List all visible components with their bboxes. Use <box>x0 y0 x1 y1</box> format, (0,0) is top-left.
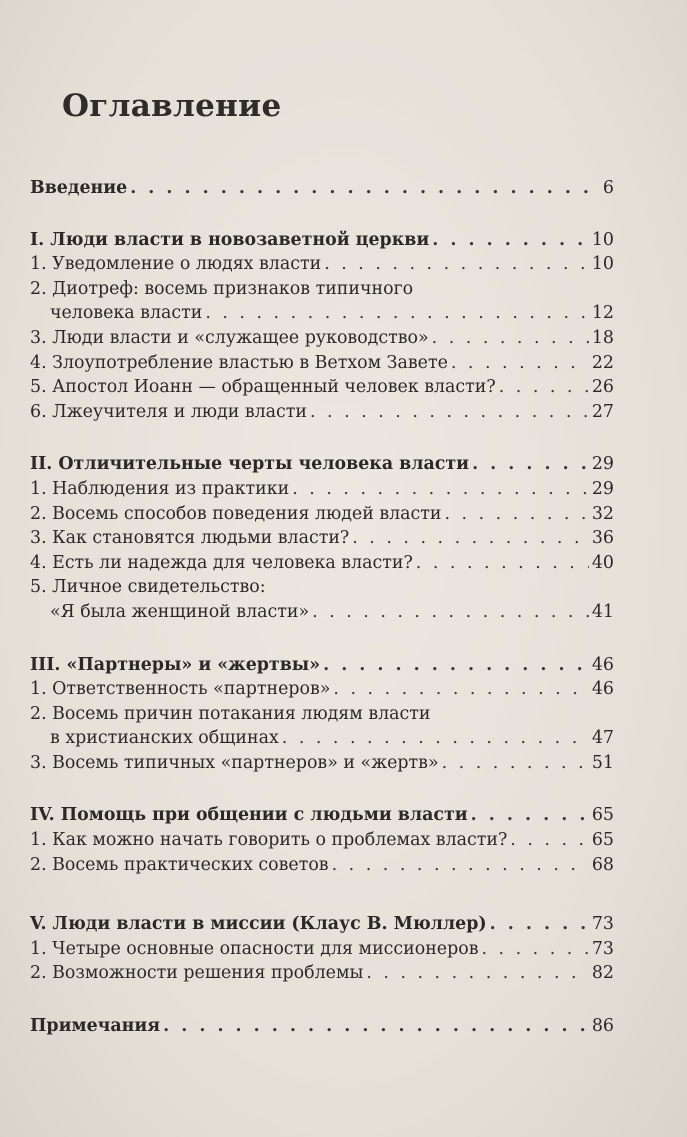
dot-leader <box>310 400 589 425</box>
toc-entry-line[interactable] <box>30 575 614 600</box>
toc-section-heading[interactable] <box>30 912 614 937</box>
toc-entry-label-continued: в христианских общинах <box>50 728 279 749</box>
dot-leader <box>323 653 589 678</box>
toc-page-number: 65 <box>591 805 614 826</box>
toc-section-heading[interactable] <box>30 452 614 477</box>
toc-page-number: 10 <box>591 254 614 275</box>
toc-page-number: 82 <box>591 963 614 984</box>
toc-entry-label: 2. Возможности решения проблемы <box>30 963 364 984</box>
dot-leader <box>366 961 589 986</box>
dot-leader <box>432 228 589 253</box>
toc-entry-label: 3. Восемь типичных «партнеров» и «жертв» <box>30 752 439 773</box>
toc-entry-label: Введение <box>30 178 128 198</box>
toc-entry-label: 3. Как становятся людьми власти? <box>30 528 350 549</box>
toc-entry-line[interactable] <box>30 277 614 302</box>
dot-leader <box>499 375 589 400</box>
toc-page-number: 47 <box>591 728 614 749</box>
toc-entry-line[interactable] <box>30 702 614 727</box>
toc-entry-label-continued: человека власти <box>50 303 203 324</box>
dot-leader <box>282 726 589 751</box>
toc-entry[interactable] <box>30 961 614 986</box>
toc-page-number: 40 <box>591 552 614 573</box>
table-of-contents <box>30 176 614 1039</box>
toc-entry-label-continued: «Я была женщиной власти» <box>50 601 310 622</box>
dot-leader <box>205 301 589 326</box>
toc-entry-label: 1. Ответственность «партнеров» <box>30 679 331 700</box>
toc-entry[interactable] <box>30 351 614 376</box>
dot-leader <box>451 351 589 376</box>
page-title: Оглавление <box>62 88 282 124</box>
toc-entry-label: 3. Люди власти и «служащее руководство» <box>30 327 429 348</box>
toc-entry-label: 1. Четыре основные опасности для миссионеров <box>30 938 479 959</box>
dot-leader <box>442 751 589 776</box>
toc-entry[interactable] <box>30 326 614 351</box>
toc-entry[interactable] <box>30 551 614 576</box>
toc-entry[interactable] <box>30 252 614 277</box>
dot-leader <box>130 176 600 201</box>
toc-entry[interactable] <box>30 677 614 702</box>
dot-leader <box>312 600 589 625</box>
toc-page-number: 68 <box>591 854 614 875</box>
toc-entry[interactable] <box>30 828 614 853</box>
toc-entry-label: 1. Как можно начать говорить о проблемах власти? <box>30 830 508 851</box>
toc-entry[interactable] <box>30 502 614 527</box>
toc-page-number: 86 <box>591 1016 614 1037</box>
dot-leader <box>292 477 589 502</box>
toc-entry-label: 2. Диотреф: восемь признаков типичного <box>30 278 414 299</box>
toc-entry[interactable] <box>30 751 614 776</box>
toc-page-number: 22 <box>591 352 614 373</box>
dot-leader <box>163 1014 589 1039</box>
toc-entry[interactable] <box>30 301 614 326</box>
toc-entry-label: 5. Апостол Иоанн — обращенный человек власти? <box>30 377 496 398</box>
toc-entry[interactable] <box>30 526 614 551</box>
toc-page-number: 26 <box>591 377 614 398</box>
toc-entry[interactable] <box>30 726 614 751</box>
toc-page-number: 10 <box>591 229 614 250</box>
toc-page-number: 46 <box>591 654 614 675</box>
toc-entry-label: 2. Восемь способов поведения людей власти <box>30 503 442 524</box>
toc-page-number: 18 <box>591 327 614 348</box>
toc-page-number: 6 <box>602 178 614 198</box>
dot-leader <box>324 252 589 277</box>
toc-page-number: 73 <box>591 914 614 935</box>
toc-entry-label: 4. Есть ли надежда для человека власти? <box>30 552 413 573</box>
toc-page-number: 41 <box>591 601 614 622</box>
toc-section-label: II. Отличительные черты человека власти <box>30 454 470 475</box>
toc-entry-label: 5. Личное свидетельство: <box>30 577 266 598</box>
toc-entry-label: 1. Уведомление о людях власти <box>30 254 322 275</box>
toc-section-label: V. Люди власти в миссии (Клаус В. Мюллер) <box>30 914 487 935</box>
toc-section-heading[interactable] <box>30 228 614 253</box>
toc-page-number: 51 <box>591 752 614 773</box>
toc-section-label: I. Люди власти в новозаветной церкви <box>30 229 430 250</box>
toc-entry[interactable] <box>30 937 614 962</box>
toc-section-label: IV. Помощь при общении с людьми власти <box>30 805 468 826</box>
toc-entry-label: Примечания <box>30 1016 161 1037</box>
dot-leader <box>416 551 589 576</box>
toc-entry[interactable] <box>30 853 614 878</box>
toc-entry-intro[interactable] <box>30 176 614 201</box>
dot-leader <box>444 502 588 527</box>
toc-section-heading[interactable] <box>30 653 614 678</box>
dot-leader <box>472 452 589 477</box>
dot-leader <box>332 853 589 878</box>
toc-page-number: 65 <box>591 830 614 851</box>
toc-section-heading[interactable] <box>30 803 614 828</box>
toc-entry-label: 4. Злоупотребление властью в Ветхом Завете <box>30 352 448 373</box>
dot-leader <box>333 677 588 702</box>
toc-entry-label: 2. Восемь причин потакания людям власти <box>30 703 431 724</box>
toc-page-number: 27 <box>591 401 614 422</box>
toc-entry[interactable] <box>30 375 614 400</box>
toc-entry-label: 1. Наблюдения из практики <box>30 478 290 499</box>
toc-page-number: 73 <box>591 938 614 959</box>
dot-leader <box>490 912 589 937</box>
toc-entry[interactable] <box>30 477 614 502</box>
toc-page-number: 32 <box>591 503 614 524</box>
dot-leader <box>352 526 589 551</box>
dot-leader <box>510 828 589 853</box>
toc-page-number: 29 <box>591 478 614 499</box>
toc-page-number: 12 <box>591 303 614 324</box>
toc-page-number: 36 <box>591 528 614 549</box>
toc-page-number: 46 <box>591 679 614 700</box>
dot-leader <box>432 326 589 351</box>
toc-entry-notes[interactable] <box>30 1014 614 1039</box>
toc-entry[interactable] <box>30 400 614 425</box>
toc-entry[interactable] <box>30 600 614 625</box>
dot-leader <box>471 803 589 828</box>
toc-section-label: III. «Партнеры» и «жертвы» <box>30 654 321 675</box>
toc-entry-label: 6. Лжеучителя и люди власти <box>30 401 307 422</box>
dot-leader <box>481 937 588 962</box>
toc-page-number: 29 <box>591 454 614 475</box>
toc-entry-label: 2. Восемь практических советов <box>30 854 329 875</box>
